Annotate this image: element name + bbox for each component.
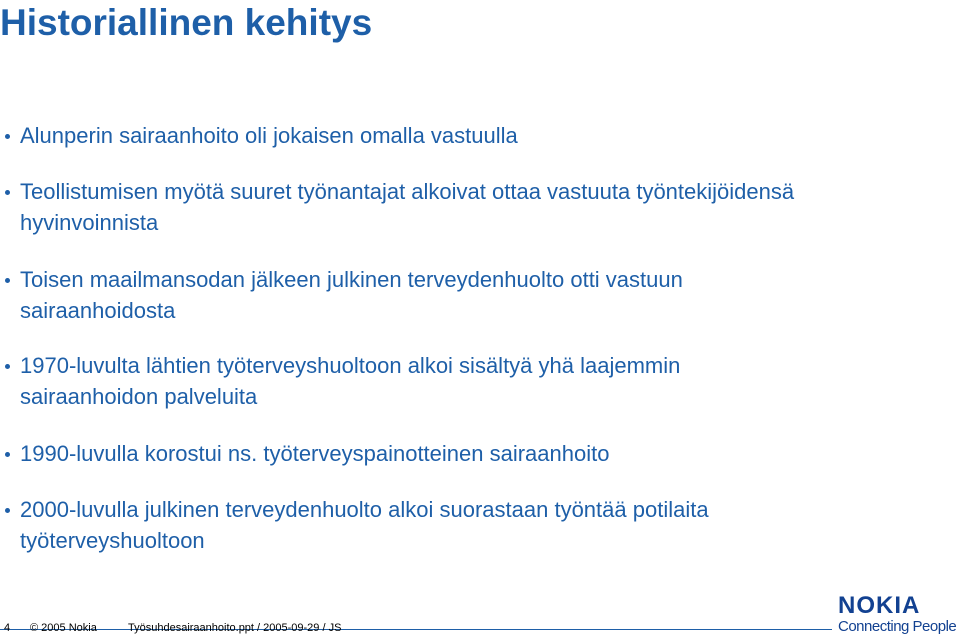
slide-title: Historiallinen kehitys <box>0 2 373 43</box>
bullet-line: sairaanhoidosta <box>20 298 176 323</box>
file-info: Työsuhdesairaanhoito.ppt / 2005-09-29 / JS <box>128 622 342 634</box>
bullet-line: 1970-luvulta lähtien työterveyshuoltoon alkoi sisältyä yhä laajemmin <box>20 353 681 378</box>
bullet-line: sairaanhoidon palveluita <box>20 384 258 409</box>
bullet-line: 1990-luvulla korostui ns. työterveyspainotteinen sairaanhoito <box>20 441 610 466</box>
bullet-text <box>20 120 518 151</box>
bullet-line: työterveyshuoltoon <box>20 528 205 553</box>
bullet-text <box>20 350 680 412</box>
bullet-line: 2000-luvulla julkinen terveydenhuolto alkoi suorastaan työntää potilaita <box>20 497 709 522</box>
bullet-dot-icon <box>5 278 10 283</box>
footer <box>0 622 960 639</box>
bullet-dot-icon <box>5 190 10 195</box>
bullet-dot-icon <box>5 508 10 513</box>
bullet-text <box>20 176 794 238</box>
bullet-dot-icon <box>5 452 10 457</box>
copyright-text: © 2005 Nokia <box>30 622 97 634</box>
bullet-line: Teollistumisen myötä suuret työnantajat alkoivat ottaa vastuuta työntekijöidensä <box>20 179 795 204</box>
logo-tagline: Connecting People <box>838 618 957 635</box>
bullet-line: Toisen maailmansodan jälkeen julkinen terveydenhuolto otti vastuun <box>20 267 683 292</box>
bullet-text <box>20 264 683 326</box>
bullet-dot-icon <box>5 134 10 139</box>
bullet-text <box>20 494 709 556</box>
bullet-line: Alunperin sairaanhoito oli jokaisen omalla vastuulla <box>20 123 518 148</box>
bullet-dot-icon <box>5 364 10 369</box>
nokia-logo <box>838 592 957 636</box>
logo-wordmark: NOKIA <box>838 592 921 619</box>
bullet-line: hyvinvoinnista <box>20 210 159 235</box>
bullet-text <box>20 438 609 469</box>
page-number: 4 <box>4 622 11 634</box>
